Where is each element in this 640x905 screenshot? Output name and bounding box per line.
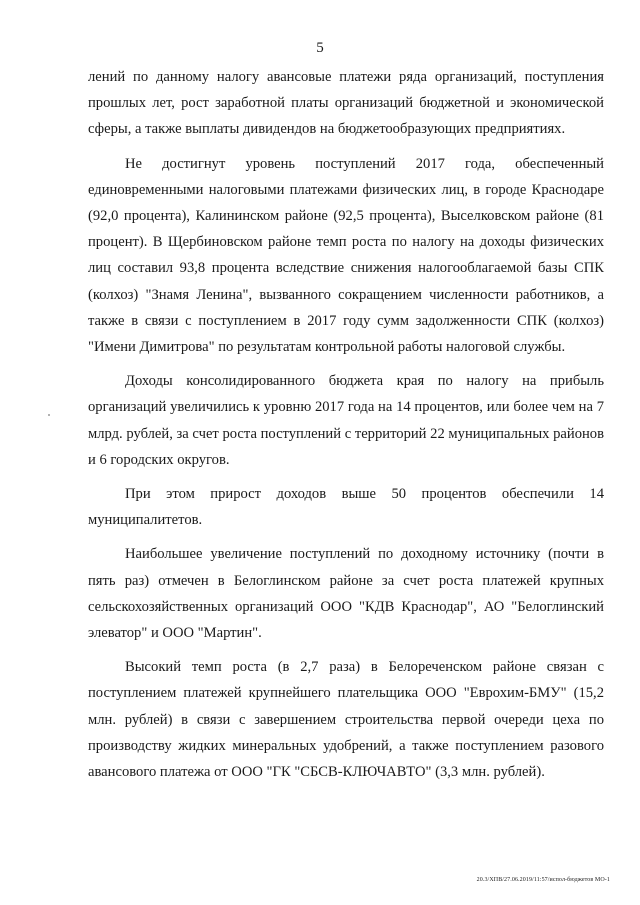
page-number: 5	[316, 40, 324, 56]
document-body	[88, 64, 604, 785]
paragraph-belorechensky: Высокий темп роста (в 2,7 раза) в Белореченском районе связан с поступлением платежей крупнейшего плательщика ООО "Еврохим-БМУ" (15,2 млн. рублей) в связи с завершением строительства первой очереди цеха по производству жидких минеральных удобрений, а также поступлением разового авансового платежа от ООО "ГК "СБСВ-КЛЮЧАВТО" (3,3 млн. рублей).	[88, 659, 604, 781]
paragraph-beloglinsky: Наибольшее увеличение поступлений по доходному источнику (почти в пять раз) отмечен в Белоглинском районе за счет роста платежей крупных сельскохозяйственных организаций ООО "КДВ Краснодар", АО "Белоглинский элеватор" и ООО "Мартин".	[88, 546, 604, 642]
paragraph-growth-municipalities: При этом прирост доходов выше 50 процентов обеспечили 14 муниципалитетов.	[88, 486, 604, 529]
paragraph-profit-tax: Доходы консолидированного бюджета края по налогу на прибыль организаций увеличились к уровню 2017 года на 14 процентов, или более чем на 7 млрд. рублей, за счет роста поступлений с территорий 22 муниципальных районов и 6 городских округов.	[88, 373, 604, 468]
paragraph-continuation: лений по данному налогу авансовые платежи ряда организаций, поступления прошлых лет, рост заработной платы организаций бюджетной и экономической сферы, а также выплаты дивидендов на бюджетообразующих предприятиях.	[88, 69, 604, 138]
paragraph-not-reached-level: Не достигнут уровень поступлений 2017 года, обеспеченный единовременными налоговыми платежами физических лиц, в городе Краснодаре (92,0 процента), Калининском районе (92,5 процента), Выселковском районе (81 процент). В Щербиновском районе темп роста по налогу на доходы физических лиц составил 93,8 процента вследствие снижения налогооблагаемой базы СПК (колхоз) "Знамя Ленина", вызванного сокращением численности работников, а также в связи с поступлением в 2017 году сумм задолженности СПК (колхоз) "Имени Димитрова" по результатам контрольной работы налоговой службы.	[88, 155, 604, 356]
scan-speck	[48, 414, 50, 416]
footer-file-reference: 20.3/ХПВ/27.06.2019/11:57/испол-бюджетов МО-1	[476, 877, 610, 883]
